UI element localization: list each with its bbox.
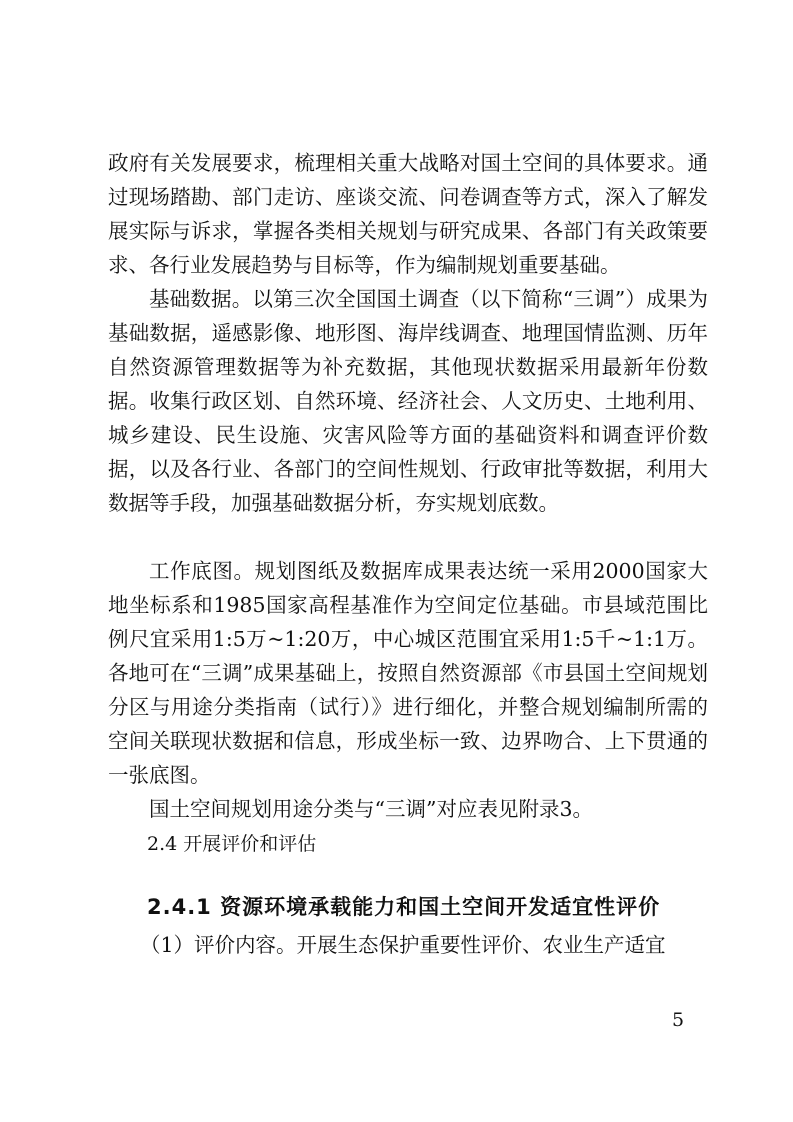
subsection-heading: 2.4.1 资源环境承载能力和国土空间开发适宜性评价	[147, 895, 661, 919]
paragraph-base-map: 工作底图。规划图纸及数据库成果表达统一采用2000国家大地坐标系和1985国家高程基准作为空间定位基础。市县域范围比例尺宜采用1:5万~1:20万，中心城区范围宜采用1:5千~1:1万。各地可在“三调”成果基础上，按照自然资源部《市县国土空间规划分区与用途分类指南（试行）》进行细化，并整合规划编制所需的空间关联现状数据和信息，形成坐标一致、边界吻合、上下贯通的一张底图。	[108, 559, 708, 787]
paragraph-appendix-note: 国土空间规划用途分类与“三调”对应表见附录3。	[149, 797, 594, 821]
section-heading: 2.4 开展评价和评估	[147, 833, 317, 855]
paragraph-requirements: 政府有关发展要求，梳理相关重大战略对国土空间的具体要求。通过现场踏勘、部门走访、座谈交流、问卷调查等方式，深入了解发展实际与诉求，掌握各类相关规划与研究成果、各部门有关政策要求、各行业发展趋势与目标等，作为编制规划重要基础。	[108, 151, 708, 277]
paragraph-evaluation-content: （1）评价内容。开展生态保护重要性评价、农业生产适宜	[140, 933, 666, 957]
page-number: 5	[672, 1009, 685, 1031]
paragraph-basic-data: 基础数据。以第三次全国国土调查（以下简称“三调”）成果为基础数据，遥感影像、地形图、海岸线调查、地理国情监测、历年自然资源管理数据等为补充数据，其他现状数据采用最新年份数据。收集行政区划、自然环境、经济社会、人文历史、土地利用、城乡建设、民生设施、灾害风险等方面的基础资料和调查评价数据，以及各行业、各部门的空间性规划、行政审批等数据，利用大数据等手段，加强基础数据分析，夯实规划底数。	[108, 287, 708, 515]
